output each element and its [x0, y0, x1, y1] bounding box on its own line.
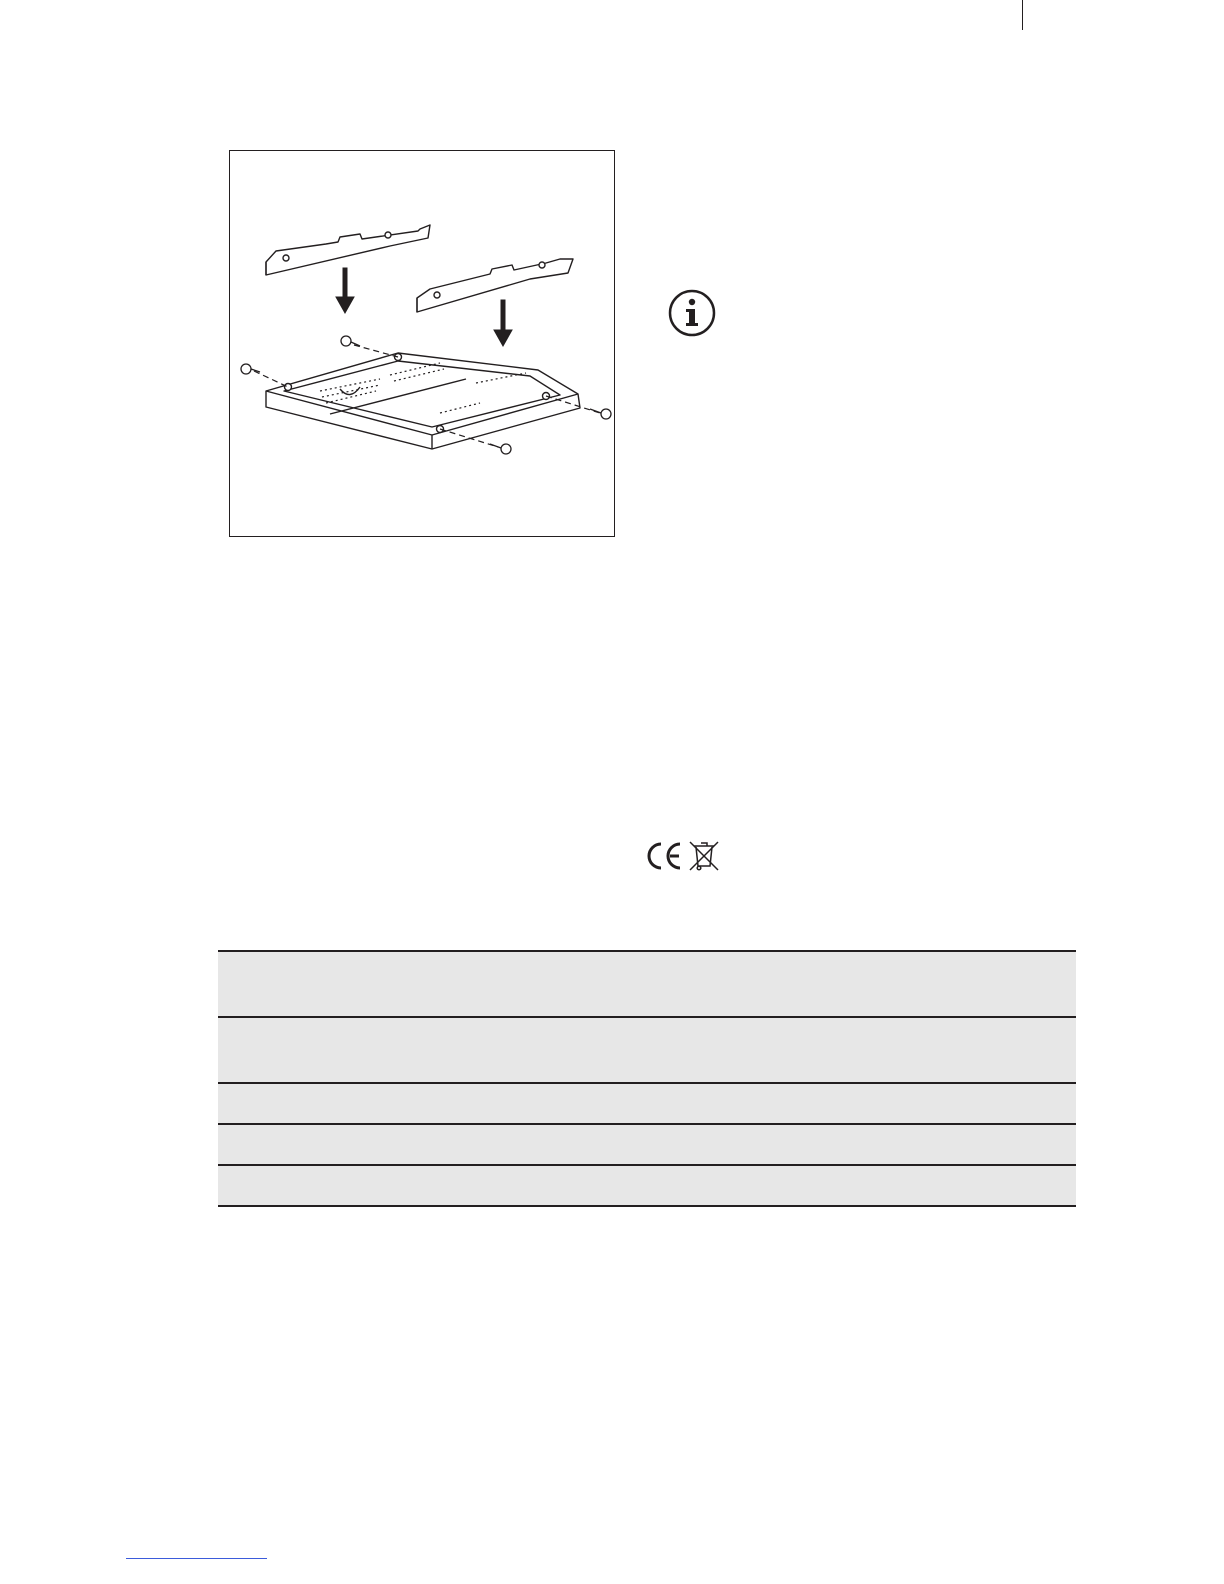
- bracket-installation-illustration: [230, 151, 616, 538]
- info-icon: [668, 289, 716, 337]
- certification-marks: [644, 839, 720, 873]
- table-row: [218, 1165, 1076, 1206]
- table-cell: [218, 1165, 1076, 1206]
- installation-figure: [229, 150, 615, 537]
- top-vertical-rule: [1022, 0, 1023, 30]
- table-row: [218, 1083, 1076, 1124]
- footer-link-underline[interactable]: [126, 1558, 267, 1559]
- specification-table: [218, 950, 1076, 1207]
- table-row: [218, 1017, 1076, 1083]
- crossed-out-wheelie-bin-icon: [690, 842, 718, 870]
- table-row: [218, 951, 1076, 1017]
- ce-mark: [649, 844, 680, 868]
- table-cell: [218, 1017, 1076, 1083]
- table-cell: [218, 1124, 1076, 1165]
- table-row: [218, 1124, 1076, 1165]
- table-cell: [218, 951, 1076, 1017]
- table-cell: [218, 1083, 1076, 1124]
